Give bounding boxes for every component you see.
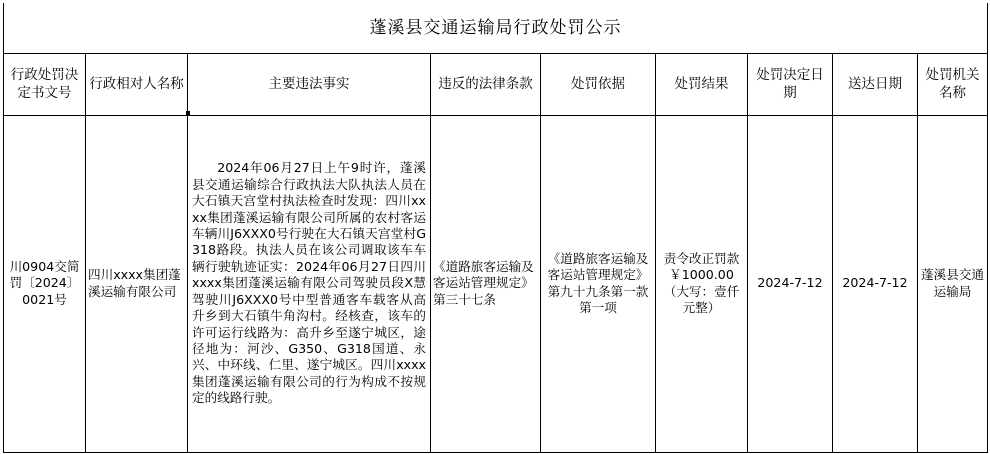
header-delivery-date: 送达日期 bbox=[833, 53, 918, 115]
facts-text: 2024年06月27日上午9时许，蓬溪县交通运输综合行政执法大队执法人员在大石镇天宫堂村执法检查时发现：四川xxxx集团蓬溪运输有限公司所属的农村客运车辆川J6XXX0号行驶在大石镇天宫堂村G318路段。执法人员在该公司调取该车车辆行驶轨迹证实：2024年06月27日四川xxxx集团蓬溪运输有限公司驾驶员段X慧驾驶川J6XXX0号中型普通客车载客从高升乡到大石镇牛角沟村。经核查，该车的许可运行线路为：高升乡至遂宁城区，途径地为：河沙、G350、G318国道、永兴、中环线、仁里、遂宁城区。四川xxxx集团蓬溪运输有限公司的行为构成不按规定的线路行驶。 bbox=[192, 160, 426, 406]
header-row bbox=[4, 53, 988, 115]
cell-delivery-date: 2024-7-12 bbox=[833, 115, 918, 452]
cell-law: 《道路旅客运输及客运站管理规定》第三十七条 bbox=[431, 115, 541, 452]
table-row bbox=[4, 115, 988, 452]
cell-authority: 蓬溪县交通运输局 bbox=[918, 115, 988, 452]
header-doc-no: 行政处罚决定书文号 bbox=[4, 53, 86, 115]
header-law: 违反的法律条款 bbox=[431, 53, 541, 115]
header-basis: 处罚依据 bbox=[541, 53, 656, 115]
header-result: 处罚结果 bbox=[656, 53, 748, 115]
cell-basis: 《道路旅客运输及客运站管理规定》第九十九条第一款第一项 bbox=[541, 115, 656, 452]
cell-result: 责令改正罚款￥1000.00（大写：壹仟元整） bbox=[656, 115, 748, 452]
header-decision-date: 处罚决定日期 bbox=[748, 53, 833, 115]
table-title: 蓬溪县交通运输局行政处罚公示 bbox=[4, 3, 988, 53]
header-facts: 主要违法事实 bbox=[188, 53, 431, 115]
header-authority: 处罚机关名称 bbox=[918, 53, 988, 115]
cell-party: 四川xxxx集团蓬溪运输有限公司 bbox=[86, 115, 188, 452]
cell-decision-date: 2024-7-12 bbox=[748, 115, 833, 452]
cell-facts bbox=[188, 115, 431, 452]
cell-doc-no: 川0904交简罚〔2024〕0021号 bbox=[4, 115, 86, 452]
header-party: 行政相对人名称 bbox=[86, 53, 188, 115]
selection-marker bbox=[186, 111, 190, 115]
penalty-table bbox=[3, 3, 988, 453]
